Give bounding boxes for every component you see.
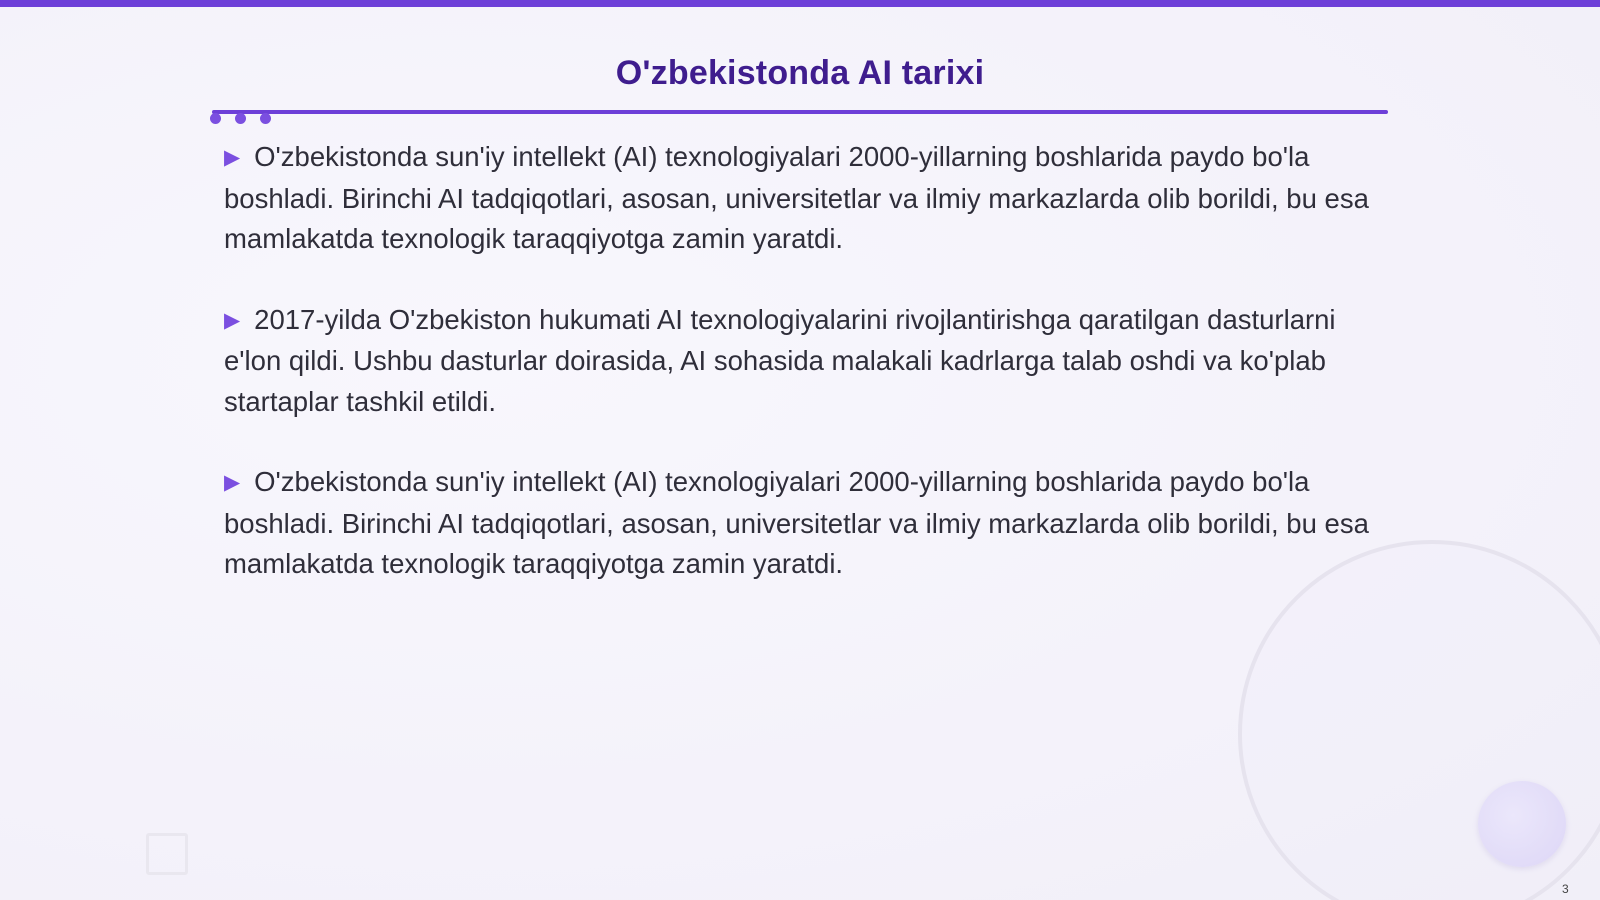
bullet-item xyxy=(224,300,1392,423)
decorative-circle xyxy=(1478,781,1566,867)
play-triangle-icon: ▶ xyxy=(224,471,241,494)
bullet-text: 2017-yilda O'zbekiston hukumati AI texnologiyalarini rivojlantirishga qaratilgan dasturlarni e'lon qildi. Ushbu dasturlar doirasida, AI sohasida malakali kadrlarga talab oshdi va ko'plab startaplar tashkil etildi. xyxy=(224,303,1336,417)
title-underline xyxy=(212,110,1388,114)
decorative-square xyxy=(146,833,188,875)
slide-title: O'zbekistonda AI tarixi xyxy=(615,54,985,92)
bullet-text: O'zbekistonda sun'iy intellekt (AI) texnologiyalari 2000-yillarning boshlarida paydo bo'la boshladi. Birinchi AI tadqiqotlari, asosan, universitetlar va ilmiy markazlarda olib borildi, bu esa mamlakatda texnologik taraqqiyotga zamin yaratdi. xyxy=(224,141,1369,254)
top-accent-bar xyxy=(0,0,1600,7)
bullet-list xyxy=(224,137,1392,625)
bullet-text: O'zbekistonda sun'iy intellekt (AI) texnologiyalari 2000-yillarning boshlarida paydo bo'la boshladi. Birinchi AI tadqiqotlari, asosan, universitetlar va ilmiy markazlarda olib borildi, bu esa mamlakatda texnologik taraqqiyotga zamin yaratdi. xyxy=(224,466,1369,579)
page-number: 3 xyxy=(1562,882,1569,896)
bullet-item xyxy=(224,462,1392,585)
play-triangle-icon: ▶ xyxy=(224,308,241,332)
decor-dot-2 xyxy=(235,113,246,124)
play-triangle-icon: ▶ xyxy=(224,146,241,169)
bullet-item xyxy=(224,137,1392,260)
decor-dot-1 xyxy=(210,113,221,124)
decor-dot-3 xyxy=(260,113,271,124)
